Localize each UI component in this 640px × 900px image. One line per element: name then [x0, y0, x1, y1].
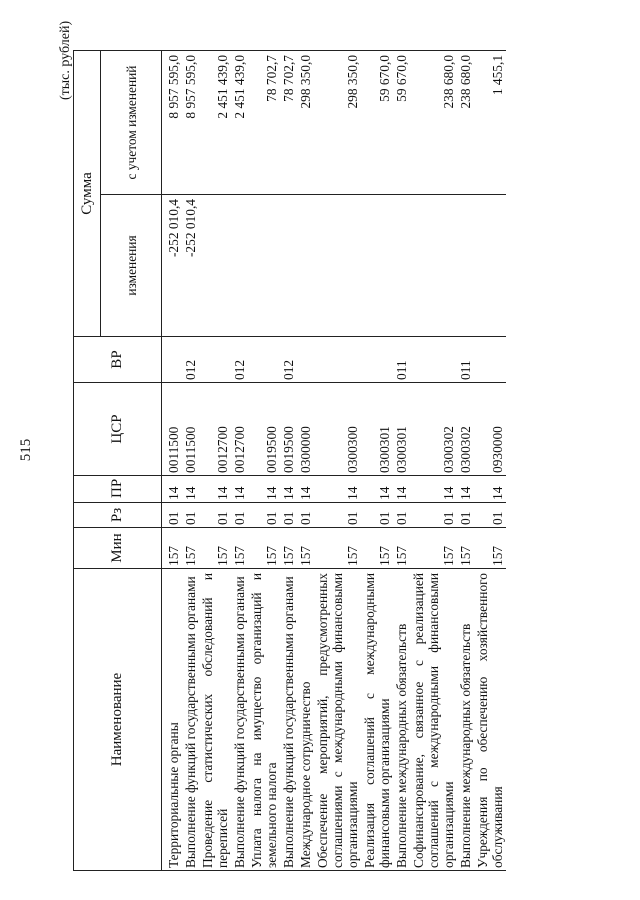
- header-csr: ЦСР: [74, 383, 162, 476]
- table-row: [457, 50, 474, 870]
- row-min: 157: [199, 528, 231, 569]
- row-rz: 01: [474, 503, 506, 528]
- row-name: Уплата налога на имущество организаций и земельного налога: [248, 569, 280, 871]
- row-min: 157: [162, 528, 183, 569]
- row-vr: [410, 337, 457, 383]
- row-name: Международное сотрудничество: [297, 569, 314, 871]
- row-csr: 0300302: [457, 383, 474, 476]
- row-name: Выполнение функций государственными органами: [182, 569, 199, 871]
- header-with-change: с учетом изменений: [101, 50, 162, 194]
- row-name: Софинансирование, связанное с реализацией соглашений с международными финансовыми организациями: [410, 569, 457, 871]
- row-total: 238 680,0: [457, 50, 474, 194]
- row-csr: 0300301: [361, 383, 393, 476]
- row-min: 157: [314, 528, 361, 569]
- header-name: Наименование: [74, 569, 162, 871]
- row-vr: 011: [457, 337, 474, 383]
- row-csr: 0012700: [231, 383, 248, 476]
- row-rz: 01: [314, 503, 361, 528]
- header-change: изменения: [101, 195, 162, 337]
- row-pr: 14: [248, 476, 280, 503]
- row-vr: [474, 337, 506, 383]
- header-rz: Рз: [74, 503, 162, 528]
- row-rz: 01: [199, 503, 231, 528]
- row-change: [231, 195, 248, 337]
- row-rz: 01: [162, 503, 183, 528]
- row-rz: 01: [248, 503, 280, 528]
- row-name: Учреждения по обеспечению хозяйственного обслуживания: [474, 569, 506, 871]
- row-change: [199, 195, 231, 337]
- row-vr: [297, 337, 314, 383]
- row-pr: 14: [297, 476, 314, 503]
- row-csr: 0019500: [280, 383, 297, 476]
- row-pr: 14: [231, 476, 248, 503]
- row-vr: 012: [182, 337, 199, 383]
- row-name: Выполнение международных обязательств: [393, 569, 410, 871]
- row-change: [248, 195, 280, 337]
- table-row: [162, 50, 183, 870]
- table-body: [162, 50, 507, 870]
- row-total: 8 957 595,0: [162, 50, 183, 194]
- row-total: 59 670,0: [361, 50, 393, 194]
- row-min: 157: [231, 528, 248, 569]
- row-csr: 0300000: [297, 383, 314, 476]
- table-row: [474, 50, 506, 870]
- table-row: [231, 50, 248, 870]
- row-pr: 14: [314, 476, 361, 503]
- row-rz: 01: [231, 503, 248, 528]
- row-name: Обеспечение мероприятий, предусмотренных соглашениями с международными финансовыми организациями: [314, 569, 361, 871]
- row-min: 157: [393, 528, 410, 569]
- row-total: 1 455,1: [474, 50, 506, 194]
- table-row: [393, 50, 410, 870]
- row-csr: 0011500: [162, 383, 183, 476]
- row-vr: [162, 337, 183, 383]
- row-total: 298 350,0: [297, 50, 314, 194]
- row-change: [314, 195, 361, 337]
- row-pr: 14: [361, 476, 393, 503]
- row-pr: 14: [474, 476, 506, 503]
- row-vr: 011: [393, 337, 410, 383]
- row-min: 157: [297, 528, 314, 569]
- row-rz: 01: [297, 503, 314, 528]
- row-change: [297, 195, 314, 337]
- table-row: [297, 50, 314, 870]
- row-change: [280, 195, 297, 337]
- table-row: [182, 50, 199, 870]
- row-min: 157: [361, 528, 393, 569]
- row-name: Реализация соглашений с международными финансовыми организациями: [361, 569, 393, 871]
- page-number: 515: [18, 438, 34, 462]
- row-min: 157: [457, 528, 474, 569]
- row-vr: [248, 337, 280, 383]
- row-total: 78 702,7: [280, 50, 297, 194]
- row-min: 157: [182, 528, 199, 569]
- row-name: Выполнение международных обязательств: [457, 569, 474, 871]
- row-vr: [361, 337, 393, 383]
- row-min: 157: [474, 528, 506, 569]
- row-total: 2 451 439,0: [199, 50, 231, 194]
- header-sum: Сумма: [74, 50, 101, 336]
- row-pr: 14: [162, 476, 183, 503]
- row-rz: 01: [457, 503, 474, 528]
- header-row: [74, 50, 101, 870]
- row-change: -252 010,4: [162, 195, 183, 337]
- row-total: 298 350,0: [314, 50, 361, 194]
- row-rz: 01: [280, 503, 297, 528]
- row-rz: 01: [393, 503, 410, 528]
- row-pr: 14: [182, 476, 199, 503]
- row-total: 238 680,0: [410, 50, 457, 194]
- row-rz: 01: [182, 503, 199, 528]
- row-csr: 0011500: [182, 383, 199, 476]
- row-name: Проведение статистических обследований и переписей: [199, 569, 231, 871]
- row-rz: 01: [361, 503, 393, 528]
- row-pr: 14: [199, 476, 231, 503]
- table-row: [361, 50, 393, 870]
- row-min: 157: [410, 528, 457, 569]
- row-change: [457, 195, 474, 337]
- table-row: [314, 50, 361, 870]
- row-name: Территориальные органы: [162, 569, 183, 871]
- row-csr: 0300300: [314, 383, 361, 476]
- units-note: (тыс. рублей): [58, 20, 73, 100]
- row-min: 157: [248, 528, 280, 569]
- row-csr: 0300302: [410, 383, 457, 476]
- table-row: [280, 50, 297, 870]
- header-pr: ПР: [74, 476, 162, 503]
- row-vr: [314, 337, 361, 383]
- row-total: 2 451 439,0: [231, 50, 248, 194]
- row-csr: 0012700: [199, 383, 231, 476]
- row-pr: 14: [393, 476, 410, 503]
- row-change: [474, 195, 506, 337]
- row-name: Выполнение функций государственными органами: [280, 569, 297, 871]
- table-row: [248, 50, 280, 870]
- row-rz: 01: [410, 503, 457, 528]
- row-min: 157: [280, 528, 297, 569]
- row-total: 8 957 595,0: [182, 50, 199, 194]
- row-pr: 14: [280, 476, 297, 503]
- row-total: 59 670,0: [393, 50, 410, 194]
- row-csr: 0300301: [393, 383, 410, 476]
- table-row: [199, 50, 231, 870]
- row-csr: 0019500: [248, 383, 280, 476]
- row-change: [410, 195, 457, 337]
- row-total: 78 702,7: [248, 50, 280, 194]
- row-vr: 012: [231, 337, 248, 383]
- row-pr: 14: [457, 476, 474, 503]
- row-change: [393, 195, 410, 337]
- row-csr: 0930000: [474, 383, 506, 476]
- row-vr: [199, 337, 231, 383]
- row-pr: 14: [410, 476, 457, 503]
- table-row: [410, 50, 457, 870]
- header-min: Мин: [74, 528, 162, 569]
- row-vr: 012: [280, 337, 297, 383]
- row-change: -252 010,4: [182, 195, 199, 337]
- budget-table: [73, 50, 506, 871]
- header-vr: ВР: [74, 337, 162, 383]
- row-change: [361, 195, 393, 337]
- row-name: Выполнение функций государственными органами: [231, 569, 248, 871]
